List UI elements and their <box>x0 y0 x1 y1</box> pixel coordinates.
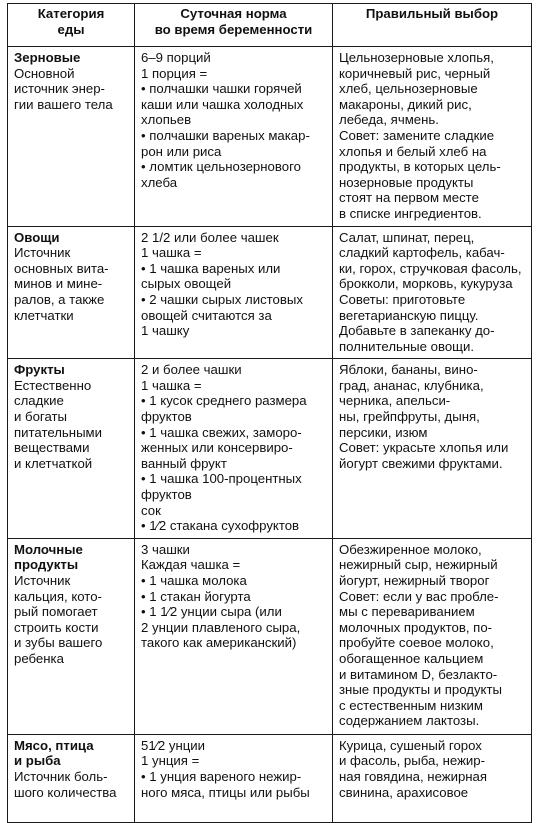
choice-line: нежирный сыр, нежирный <box>339 557 498 573</box>
norm-line: • ломтик цельнозернового <box>141 159 301 175</box>
choice-line: черника, апельси- <box>339 393 451 409</box>
choice-line: Курица, сушеный горох <box>339 737 482 753</box>
norm-cell <box>135 226 333 359</box>
choice-line: Совет: украсьте хлопья или <box>339 440 509 456</box>
table-row <box>8 734 532 822</box>
norm-line: • 1 1⁄2 унции сыра (или <box>141 604 282 620</box>
choice-line: брокколи, морковь, кукуруза <box>339 276 513 292</box>
choice-line: нозерновые продукты <box>339 174 474 190</box>
category-cell <box>8 538 135 734</box>
norm-cell <box>135 47 333 227</box>
category-description-line: клетчатки <box>14 307 74 323</box>
norm-line: фруктов <box>141 487 192 503</box>
table-header-row <box>8 4 532 47</box>
norm-line: рон или риса <box>141 143 222 159</box>
table-row <box>8 47 532 227</box>
choice-line: вегетарианскую пиццу. <box>339 307 479 323</box>
choice-cell <box>333 538 532 734</box>
norm-line: • 1 унция вареного нежир- <box>141 769 302 784</box>
table-row <box>8 359 532 539</box>
category-name: и рыба <box>14 753 61 769</box>
choice-line: град, ананас, клубника, <box>339 377 484 393</box>
choice-line: с естественным низким <box>339 697 483 713</box>
choice-line: персики, изюм <box>339 424 428 440</box>
norm-cell <box>135 538 333 734</box>
choice-line: хлопья и белый хлеб на <box>339 143 487 159</box>
norm-line: 1 унция = <box>141 753 200 769</box>
category-description-line: и зубы вашего <box>14 635 103 651</box>
norm-line: • 1 чашка молока <box>141 573 247 588</box>
norm-line: • 1 стакан йогурта <box>141 588 251 604</box>
category-name: Фрукты <box>14 362 65 378</box>
choice-line: коричневый рис, черный <box>339 65 491 81</box>
category-description-line: строить кости <box>14 619 99 635</box>
choice-line: в списке ингредиентов. <box>339 205 482 221</box>
header-category <box>8 4 135 47</box>
choice-line: хлеб, цельнозерновые <box>339 81 478 97</box>
norm-line: • полчашки вареных макар- <box>141 127 310 143</box>
category-name: Мясо, птица <box>14 737 94 753</box>
norm-line: • 2 чашки сырых листовых <box>141 291 303 307</box>
header-line: во время беременности <box>154 21 313 37</box>
choice-line: мы с перевариванием <box>339 604 475 620</box>
norm-line: • 1 чашка свежих, заморо- <box>141 424 302 440</box>
choice-line: лебеда, ячмень. <box>339 112 439 128</box>
choice-cell <box>333 47 532 227</box>
norm-line: сырых овощей <box>141 276 232 292</box>
category-description-line: рый помогает <box>14 604 98 620</box>
norm-line: каши или чашка холодных <box>141 96 304 112</box>
category-description-line: минов и мине- <box>14 276 103 292</box>
norm-line: 2 и более чашки <box>141 362 242 378</box>
category-cell <box>8 734 135 822</box>
norm-line: 51⁄2 унции <box>141 737 206 753</box>
category-description-line: Источник <box>14 573 71 588</box>
category-description-line: ралов, а также <box>14 291 105 307</box>
category-description-line: источник энер- <box>14 81 105 97</box>
choice-line: Цельнозерновые хлопья, <box>339 50 494 65</box>
norm-line: 6–9 порций <box>141 50 211 65</box>
norm-line: 1 чашку <box>141 323 190 339</box>
category-description-line: ребенка <box>14 650 64 666</box>
norm-line: женных или консервиро- <box>141 440 293 456</box>
category-description-line: и богаты <box>14 409 68 425</box>
choice-line: и фасоль, рыба, нежир- <box>339 753 486 769</box>
norm-line: сок <box>141 502 161 518</box>
choice-line: Салат, шпинат, перец, <box>339 229 475 245</box>
category-description-line: и клетчаткой <box>14 455 93 471</box>
choice-line: обогащенное кальцием <box>339 650 484 666</box>
choice-line: содержанием лактозы. <box>339 713 480 729</box>
header-line: Категория <box>37 6 105 21</box>
norm-line: овощей считаются за <box>141 307 272 323</box>
category-description-line: гии вашего тела <box>14 96 113 112</box>
choice-line: Яблоки, бананы, вино- <box>339 362 478 378</box>
norm-cell <box>135 359 333 539</box>
table-row <box>8 226 532 359</box>
category-name: продукты <box>14 557 79 573</box>
category-description-line: Основной <box>14 65 75 81</box>
norm-line: • полчашки чашки горячей <box>141 81 302 97</box>
norm-line: 2 унции плавленого сыра, <box>141 619 301 635</box>
norm-line: 1 чашка = <box>141 245 202 261</box>
choice-line: йогурт, нежирный творог <box>339 573 490 588</box>
choice-cell <box>333 359 532 539</box>
category-description-line: основных вита- <box>14 260 109 276</box>
choice-line: ки, горох, стручковая фасоль, <box>339 260 522 276</box>
choice-line: Совет: если у вас пробле- <box>339 588 499 604</box>
norm-line: 2 1/2 или более чашек <box>141 229 279 245</box>
category-description-line: кальция, кото- <box>14 588 102 604</box>
norm-line: • 1 чашка 100-процентных <box>141 471 302 487</box>
norm-line: 3 чашки <box>141 541 190 557</box>
header-line: Правильный выбор <box>365 6 499 21</box>
norm-line: ного мяса, птицы или рыбы <box>141 784 310 800</box>
nutrition-table <box>7 3 532 823</box>
category-name: Овощи <box>14 229 60 245</box>
choice-line: макароны, дикий рис, <box>339 96 472 112</box>
choice-line: стоят на первом месте <box>339 190 479 206</box>
norm-line: • 1⁄2 стакана сухофруктов <box>141 518 300 534</box>
category-description-line: Источник боль- <box>14 769 108 784</box>
norm-cell <box>135 734 333 822</box>
norm-line: • 1 кусок среднего размера <box>141 393 307 409</box>
norm-line: такого как американский) <box>141 635 297 651</box>
choice-cell <box>333 734 532 822</box>
header-norm <box>135 4 333 47</box>
category-description-line: питательными <box>14 424 102 440</box>
category-cell <box>8 359 135 539</box>
choice-line: и витамином D, безлакто- <box>339 666 498 682</box>
norm-line: хлопьев <box>141 112 192 128</box>
norm-line: Каждая чашка = <box>141 557 241 573</box>
choice-line: молочных продуктов, по- <box>339 619 493 635</box>
norm-line: фруктов <box>141 409 192 425</box>
header-line: еды <box>57 21 85 37</box>
choice-line: йогурт свежими фруктами. <box>339 455 503 471</box>
category-cell <box>8 47 135 227</box>
choice-line: ны, грейпфруты, дыня, <box>339 409 480 425</box>
choice-line: ная говядина, нежирная <box>339 769 488 784</box>
choice-line: зные продукты и продукты <box>339 682 502 698</box>
category-description-line: шого количества <box>14 784 117 800</box>
header-line: Суточная норма <box>180 6 287 21</box>
choice-line: Обезжиренное молоко, <box>339 541 482 557</box>
choice-line: Совет: замените сладкие <box>339 127 495 143</box>
choice-line: Добавьте в запеканку до- <box>339 323 495 339</box>
norm-line: хлеба <box>141 174 178 190</box>
category-description-line: Естественно <box>14 377 92 393</box>
category-name: Молочные <box>14 541 83 557</box>
category-description-line: Источник <box>14 245 71 261</box>
choice-line: полнительные овощи. <box>339 338 475 354</box>
header-choice <box>333 4 532 47</box>
norm-line: 1 чашка = <box>141 377 202 393</box>
category-description-line: веществами <box>14 440 90 456</box>
norm-line: ванный фрукт <box>141 455 227 471</box>
category-name: Зерновые <box>14 50 81 65</box>
choice-line: сладкий картофель, кабач- <box>339 245 505 261</box>
norm-line: • 1 чашка вареных или <box>141 260 281 276</box>
table-row <box>8 538 532 734</box>
choice-cell <box>333 226 532 359</box>
choice-line: продукты, в которых цель- <box>339 159 501 175</box>
choice-line: Советы: приготовьте <box>339 291 466 307</box>
choice-line: свинина, арахисовое <box>339 784 469 800</box>
category-cell <box>8 226 135 359</box>
norm-line: 1 порция = <box>141 65 208 81</box>
category-description-line: сладкие <box>14 393 64 409</box>
choice-line: пробуйте соевое молоко, <box>339 635 494 651</box>
